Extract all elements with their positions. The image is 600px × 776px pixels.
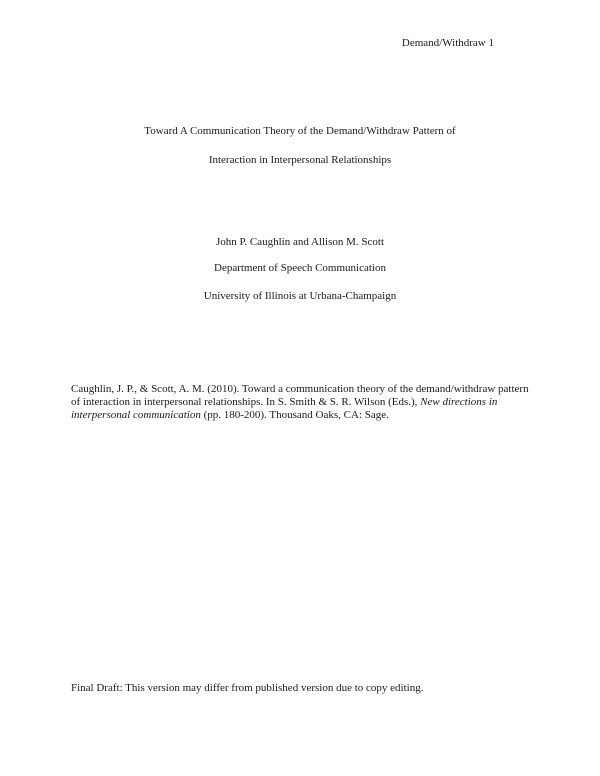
university: University of Illinois at Urbana-Champaign	[203, 290, 397, 302]
citation-part-1: Caughlin, J. P., & Scott, A. M. (2010). Toward a communication theory of the demand/withdraw pattern of interaction in interpersonal relationships. In S. Smith & S. R. Wilson (Eds.),	[71, 383, 529, 408]
citation	[71, 383, 533, 422]
department: Department of Speech Communication	[214, 262, 386, 274]
citation-part-2: (pp. 180-200). Thousand Oaks, CA: Sage.	[200, 409, 389, 421]
title-line-1: Toward A Communication Theory of the Demand/Withdraw Pattern of	[144, 125, 456, 137]
citation-book-title: New directions in interpersonal communication	[71, 396, 498, 421]
author-names: John P. Caughlin and Allison M. Scott	[215, 236, 385, 248]
footer-note: Final Draft: This version may differ from published version due to copy editing.	[71, 682, 424, 694]
running-head: Demand/Withdraw 1	[401, 37, 494, 49]
title-line-2: Interaction in Interpersonal Relationships	[208, 154, 392, 166]
